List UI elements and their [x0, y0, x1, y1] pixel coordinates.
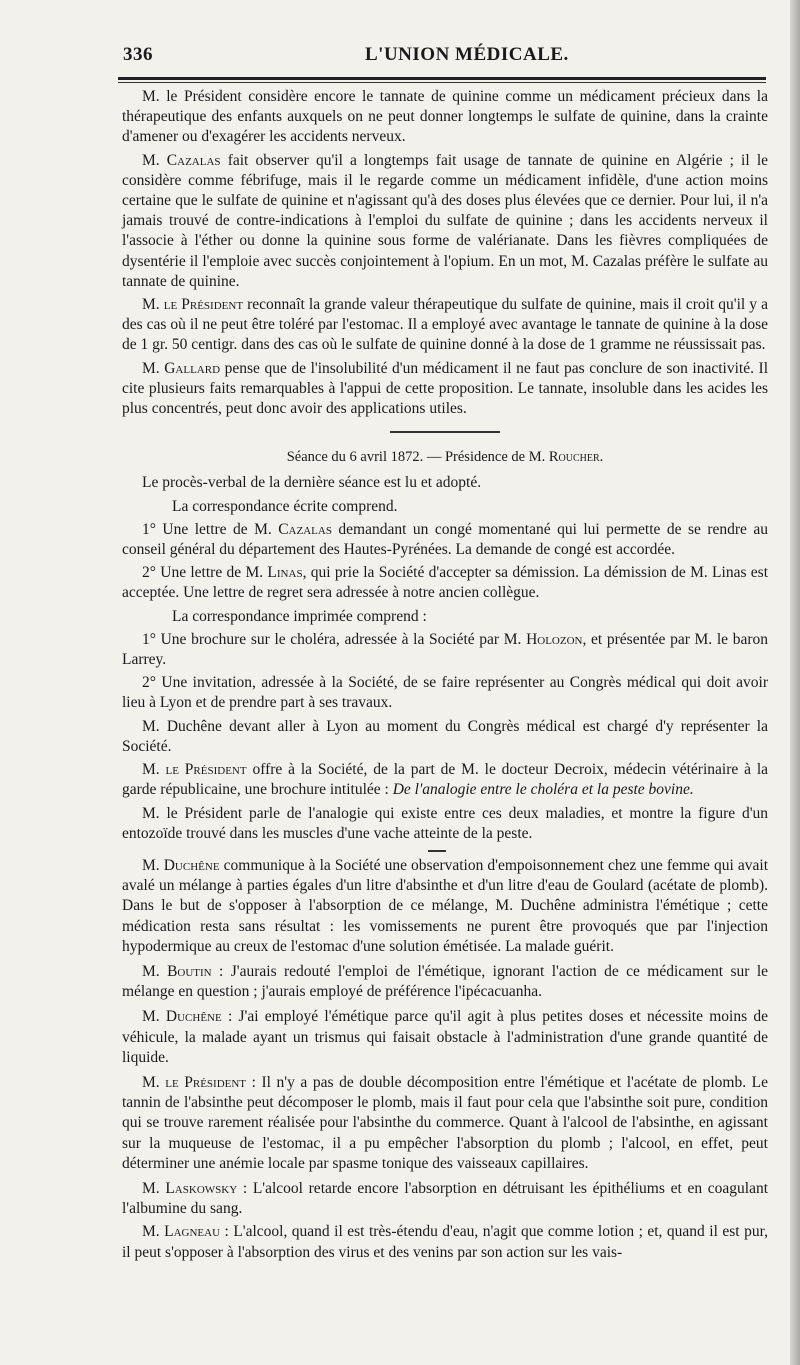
- journal-title: L'UNION MÉDICALE.: [365, 44, 569, 65]
- scan-edge-shadow: [790, 0, 800, 1365]
- paragraph-boutin: [122, 962, 768, 1002]
- paragraph-text: M. Duchêne devant aller à Lyon au moment du Congrès médical est chargé d'y représenter la Société.: [122, 717, 768, 755]
- speaker-name: M. Duchêne: [142, 856, 220, 874]
- paragraph-text: : Il n'y a pas de double décomposition entre l'émétique et l'acétate de plomb. Le tannin de l'absinthe peut décomposer le plomb, mais il faut pour cela que l'absinthe soit pure, condition qui se trouve rarement réalisée pour l'absinthe du commerce. Quant à l'alcool de l'absinthe, en agissant sur la muqueuse de l'estomac, il a pu empêcher l'absorption du plomb ; l'alcool, en effet, peut déterminer une anémie locale par spasme tonique des vaisseaux capillaires.: [122, 1073, 768, 1172]
- paragraph-text: : L'alcool retarde encore l'absorption en détruisant les épithéliums et en coagulant l'albumine du sang.: [122, 1179, 769, 1218]
- section-divider: [390, 431, 500, 433]
- paragraph-text: : L'alcool, quand il est très-étendu d'eau, n'agit que comme lotion ; et, quand il est pur, il peut s'opposer à l'absorption des virus et des venins par son action sur les vais-: [122, 1223, 768, 1261]
- header-rule-thin: [118, 82, 766, 83]
- speaker-name: M. Boutin: [142, 962, 212, 980]
- paragraph-text: Le procès-verbal de la dernière séance est lu et adopté.: [142, 474, 482, 492]
- speaker-name: M. le Président: [142, 1073, 247, 1091]
- paragraph-laskowsky: [122, 1179, 768, 1219]
- page-header: [115, 44, 770, 74]
- paragraph-text: reconnaît la grande valeur thérapeutique du sulfate de quinine, mais il croit qu'il y a des cas où il ne peut être toléré par l'estomac. Il a employé avec avantage le tannate de quinine à la dose de 1 gr. 50 centigr. dans des cas où le sulfate de quinine donné à la dose de 1 gramme ne réussissait pas.: [122, 296, 768, 354]
- paragraph-duchene-emetique: [122, 1007, 768, 1068]
- paragraph-president-decomposition: [122, 1073, 768, 1174]
- person-name: Holozon: [526, 630, 583, 648]
- paragraph-text: pense que de l'insolubilité d'un médicament il ne faut pas conclure de son inactivité. Il cite plusieurs faits remarquables à l'appui de cette proposition. Le tannate, insoluble dans les acides les plus concentrés, peut donc avoir des applications utiles.: [122, 359, 768, 418]
- brochure-title: De l'analogie entre le choléra et la peste bovine.: [392, 781, 694, 799]
- paragraph-cazalas: [122, 151, 768, 292]
- paragraph-gallard: [122, 359, 768, 420]
- paragraph-president-sulfate: [122, 295, 768, 356]
- paragraph-prefix: 1° Une brochure sur le choléra, adressée à la Société par M.: [142, 630, 522, 648]
- paragraph-text: M. le Président parle de l'analogie qui existe entre ces deux maladies, et montre la figure d'un entozoïde trouvé dans les muscles d'une vache atteinte de la peste.: [122, 804, 768, 842]
- paragraph-text: : J'aurais redouté l'emploi de l'émétique, ignorant l'action de ce médicament sur le mélange en question ; j'aurais employé de préférence l'ipécacuanha.: [122, 962, 769, 1001]
- speaker-name: M. le Président: [142, 296, 244, 314]
- paragraph-text: La correspondance écrite comprend.: [172, 497, 398, 515]
- speaker-name: M. Laskowsky: [142, 1179, 238, 1197]
- session-heading: [122, 447, 768, 467]
- paragraph-prefix: 1° Une lettre de M.: [142, 520, 272, 538]
- paragraph-correspondance-imprimee: [122, 607, 768, 627]
- header-rule: [118, 77, 766, 80]
- paragraph-text: offre à la Société, de la part de M. le docteur Decroix, médecin vétérinaire à la garde républicaine, une brochure intitulée :: [122, 761, 769, 799]
- page-number: 336: [123, 44, 153, 65]
- paragraph-duchene-observation: [122, 856, 768, 957]
- paragraph-text: , et présentée par M. le baron Larrey.: [122, 630, 768, 669]
- speaker-name: M. Lagneau: [142, 1223, 221, 1241]
- paragraph-president-brochure: [122, 760, 768, 800]
- person-name: Cazalas: [278, 520, 332, 538]
- paragraph-invitation-lyon: [122, 673, 768, 713]
- paragraph-text: M. le Président considère encore le tannate de quinine comme un médicament précieux dans la thérapeutique des enfants auxquels on ne peut donner longtemps le sulfate de quinine, dans la crainte d'amener ou d'exagérer les accidents nerveux.: [122, 88, 768, 146]
- speaker-name: M. le Président: [142, 761, 247, 779]
- paragraph-text: , qui prie la Société d'accepter sa démission. La démission de M. Linas est acceptée. Une lettre de regret sera adressée à notre ancien collègue.: [122, 564, 769, 602]
- session-heading-text: Séance du 6 avril 1872. — Présidence de M.: [286, 449, 546, 466]
- paragraph-text: demandant un congé momentané qui lui permette de se rendre au conseil général du département des Hautes-Pyrénées. La demande de congé est accordée.: [122, 520, 769, 559]
- paragraph-brochure-cholera: [122, 630, 768, 670]
- paragraph-president-tannate: [122, 87, 768, 148]
- paragraph-text: : J'ai employé l'émétique parce qu'il agit à plus petites doses et nécessite moins de véhicule, la malade ayant un trismus qui faisait obstacle à l'administration d'une grande quantité de liquide.: [122, 1008, 769, 1066]
- session-president-name: Roucher.: [548, 449, 604, 466]
- speaker-name: M. Cazalas: [142, 151, 221, 169]
- paragraph-text: La correspondance imprimée comprend :: [172, 607, 427, 625]
- person-name: Linas: [267, 564, 303, 582]
- paragraph-president-analogie: [122, 804, 768, 844]
- paragraph-letter-cazalas: [122, 520, 768, 560]
- paragraph-letter-linas: [122, 563, 768, 603]
- paragraph-text: 2° Une invitation, adressée à la Société, de se faire représenter au Congrès médical qui doit avoir lieu à Lyon et de prendre part à ses travaux.: [122, 674, 768, 712]
- paragraph-proces-verbal: [122, 473, 768, 493]
- paragraph-text: fait observer qu'il a longtemps fait usage de tannate de quinine en Algérie ; il le considère comme fébrifuge, mais il le regarde comme un médicament infidèle, d'une action moins certaine que le sulfate de quinine et n'agissant qu'à des doses plus élevées que ce dernier. Pour lui, il n'a jamais trouvé de contre-indications à l'emploi du sulfate de quinine ; dans les accidents nerveux il l'associe à l'éther ou donne la quinine sous forme de valérianate. Dans les fièvres compliquées de dysentérie il l'emploie avec succès conjointement à l'opium. En un mot, M. Cazalas préfère le sulfate au tannate de quinine.: [122, 151, 769, 290]
- paragraph-correspondance-ecrite: [122, 497, 768, 517]
- paragraph-text: communique à la Société une observation d'empoisonnement chez une femme qui avait avalé un mélange à parties égales d'un litre d'absinthe et d'un litre d'eau de Goulard (acétate de plomb). Dans le but de s'opposer à l'absorption de ce mélange, M. Duchêne administra l'émétique ; cette médication resta sans résultat : les vomissements ne purent être provoqués que par l'injection hypodermique au creux de l'estomac d'une solution émétisée. La malade guérit.: [122, 856, 769, 955]
- speaker-name: M. Gallard: [142, 359, 221, 377]
- short-rule: [428, 850, 446, 852]
- paragraph-duchene-lyon: [122, 717, 768, 757]
- body-text: [122, 87, 768, 1263]
- paragraph-lagneau: [122, 1222, 768, 1262]
- speaker-name: M. Duchêne: [142, 1008, 222, 1026]
- paragraph-prefix: 2° Une lettre de M.: [142, 564, 264, 582]
